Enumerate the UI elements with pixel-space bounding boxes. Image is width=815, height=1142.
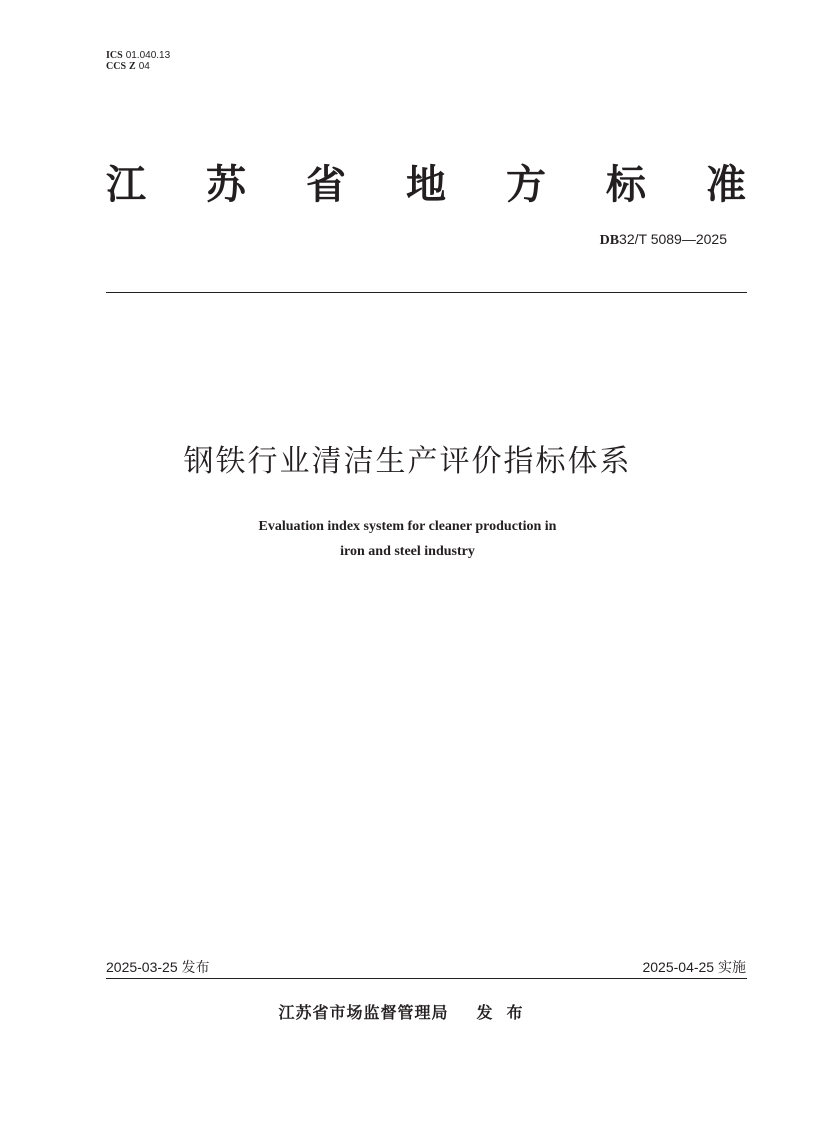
standard-title-char: 标: [606, 162, 646, 208]
ccs-label: CCS: [106, 61, 127, 72]
standard-title-char: 江: [106, 162, 146, 208]
ics-code: 01.040.13: [125, 50, 171, 61]
header-divider: [106, 292, 747, 293]
footer-divider: [106, 978, 747, 979]
ccs-line: [106, 61, 170, 72]
document-title: 钢铁行业清洁生产评价指标体系: [183, 444, 632, 479]
standard-number: [600, 231, 727, 249]
standard-title-char: 方: [506, 162, 546, 208]
implementation-date: 2025-04-25 实施: [642, 959, 746, 975]
english-title-line-1: Evaluation index system for cleaner production in: [258, 519, 557, 534]
ics-line: [106, 50, 170, 61]
standard-title-char: 准: [706, 162, 746, 208]
standard-title-char: 苏: [206, 162, 246, 208]
standard-title-char: 省: [306, 162, 346, 208]
issuer-name: 江苏省市场监督管理局: [278, 1003, 449, 1022]
english-title-line-2: iron and steel industry: [340, 544, 475, 559]
standard-number-prefix: DB: [599, 233, 620, 248]
issue-date: 2025-03-25 发布: [106, 959, 210, 975]
english-title: [0, 514, 815, 564]
standard-title-char: 地: [406, 162, 446, 208]
ccs-class: Z: [129, 61, 136, 72]
issuing-authority: [0, 1002, 815, 1024]
standard-number-value: 32/T 5089—2025: [619, 231, 727, 247]
ics-label: ICS: [106, 50, 123, 61]
standard-type-title: [106, 160, 746, 210]
issuer-verb: 发布: [476, 1003, 537, 1022]
ccs-code: 04: [138, 61, 150, 72]
classification-codes: [106, 50, 170, 72]
